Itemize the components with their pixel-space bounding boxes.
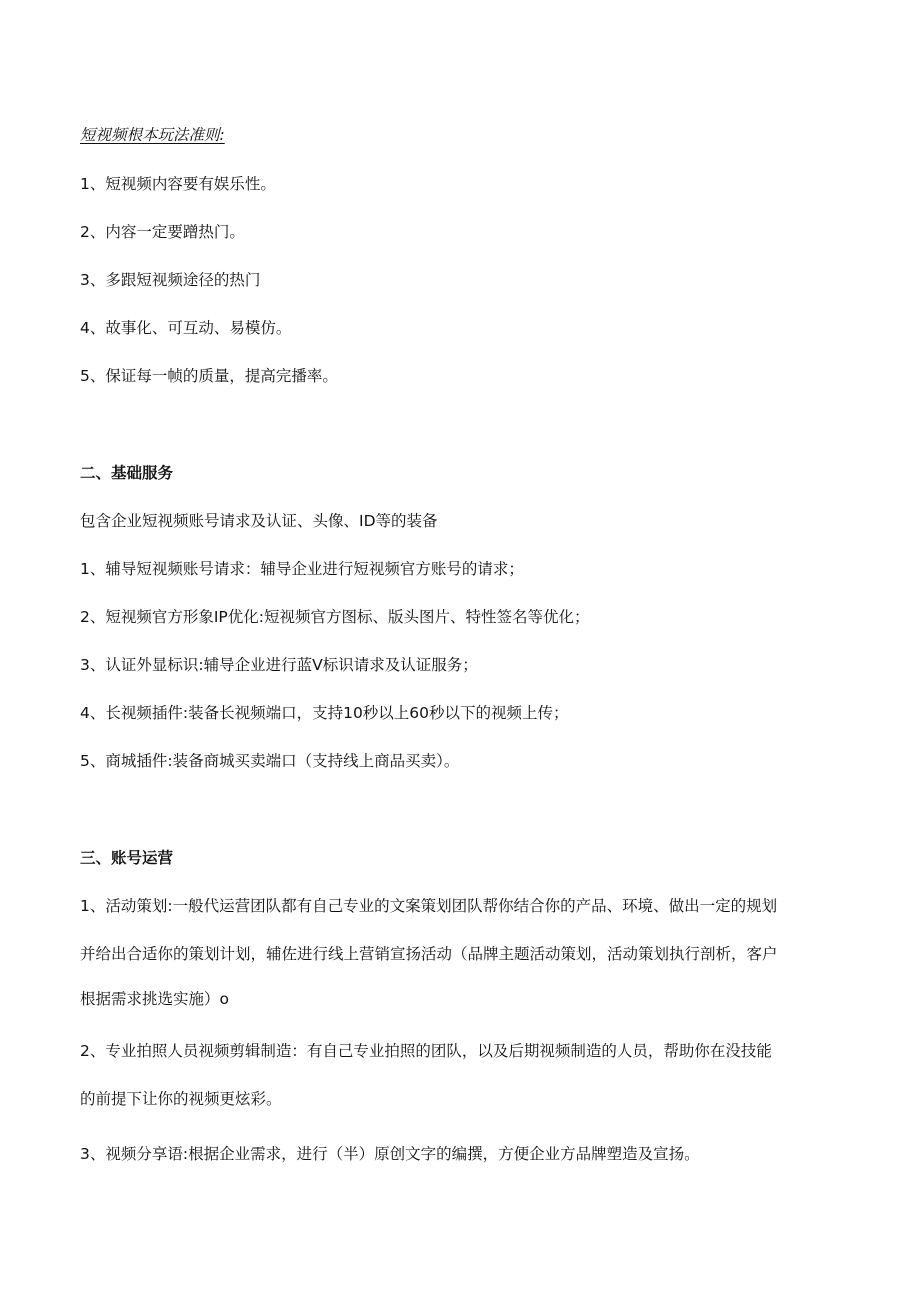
intro-item-5: 5、保证每一帧的质量，提高完播率。 (80, 367, 338, 385)
section3-item-2-line-1: 2、专业拍照人员视频剪辑制造：有自己专业拍照的团队，以及后期视频制造的人员，帮助你在没技能 (80, 1042, 772, 1060)
section3-item-1-line-2: 并给出合适你的策划计划，辅佐进行线上营销宣扬活动（品牌主题活动策划，活动策划执行剖析，客户 (80, 945, 778, 963)
intro-item-2: 2、内容一定要蹭热门。 (80, 223, 245, 241)
section3-item-3-line-1: 3、视频分享语:根据企业需求，进行（半）原创文字的编撰，方便企业方品牌塑造及宣扬。 (80, 1145, 700, 1163)
intro-item-3: 3、多跟短视频途径的热门 (80, 271, 261, 289)
section2-item-5: 5、商城插件:装备商城买卖端口（支持线上商品买卖）。 (80, 752, 460, 770)
section3-item-1-line-3: 根据需求挑选实施）o (80, 990, 229, 1008)
section2-item-4: 4、长视频插件:装备长视频端口，支持10秒以上60秒以下的视频上传； (80, 704, 569, 722)
section2-heading: 二、基础服务 (80, 464, 174, 482)
intro-item-4: 4、故事化、可互动、易模仿。 (80, 319, 292, 337)
section3-heading: 三、账号运营 (80, 849, 174, 867)
section3-item-2-line-2: 的前提下让你的视频更炫彩。 (80, 1090, 282, 1108)
section2-intro: 包含企业短视频账号请求及认证、头像、ID等的装备 (80, 512, 438, 530)
section2-item-2: 2、短视频官方形象IP优化:短视频官方图标、版头图片、特性签名等优化； (80, 608, 590, 626)
intro-item-1: 1、短视频内容要有娱乐性。 (80, 175, 276, 193)
intro-title: 短视频根本玩法准则: (80, 126, 225, 144)
section3-item-1-line-1: 1、活动策划:一般代运营团队都有自己专业的文案策划团队帮你结合你的产品、环境、做出一定的规划 (80, 897, 778, 915)
section2-item-3: 3、认证外显标识:辅导企业进行蓝V标识请求及认证服务； (80, 656, 478, 674)
section2-item-1: 1、辅导短视频账号请求：辅导企业进行短视频官方账号的请求； (80, 560, 524, 578)
